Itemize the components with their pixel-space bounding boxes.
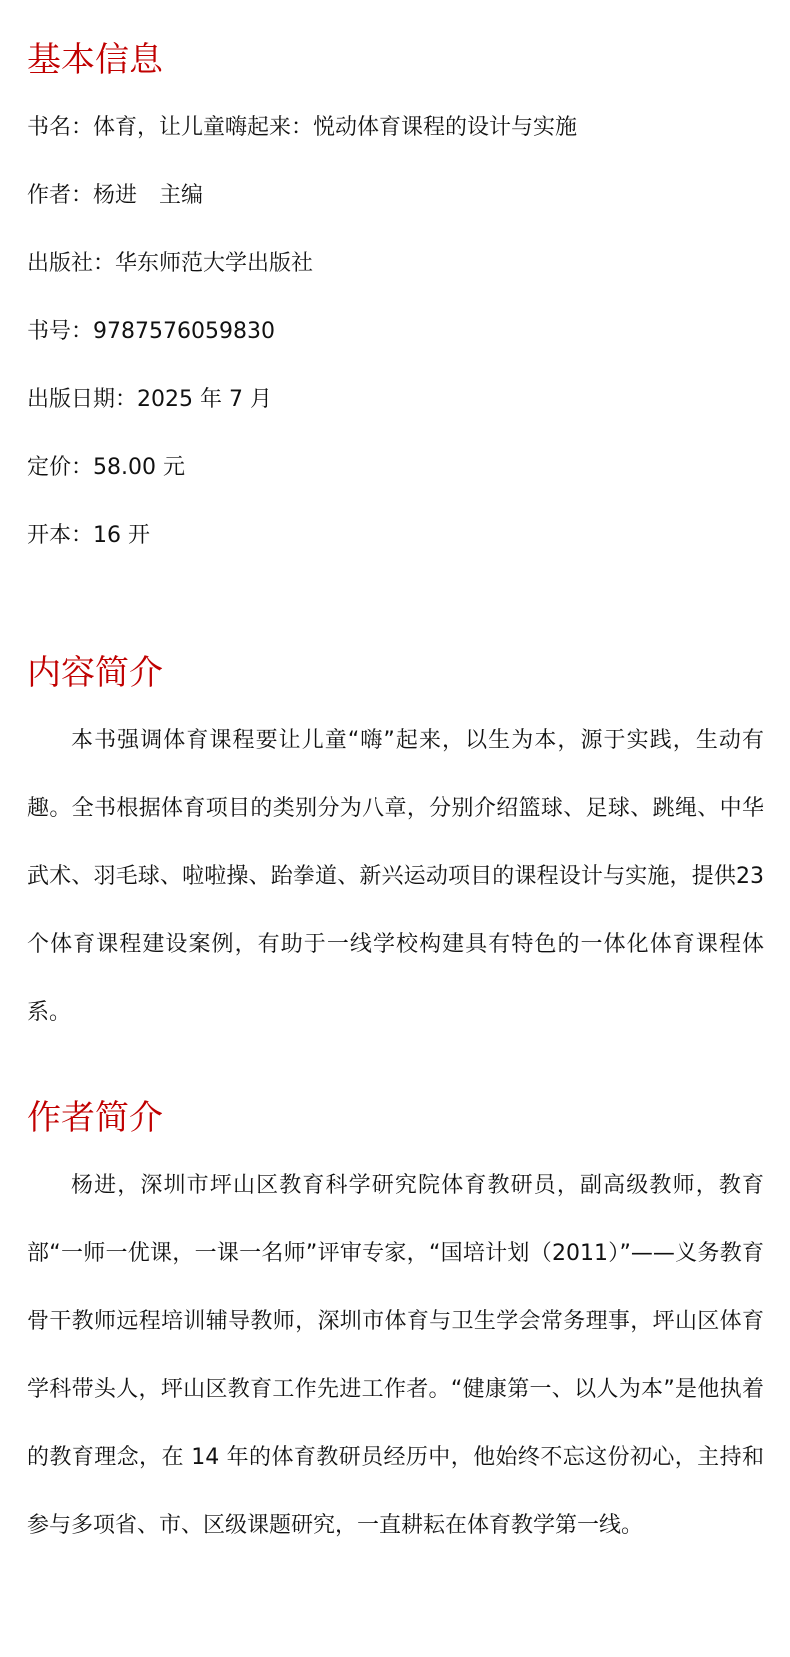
info-isbn: 书号：9787576059830 <box>27 319 275 344</box>
info-publisher: 出版社：华东师范大学出版社 <box>27 251 314 276</box>
section-title-summary: 内容简介 <box>27 653 163 693</box>
info-price: 定价：58.00 元 <box>27 455 185 480</box>
basic-info-list <box>27 113 577 589</box>
info-format: 开本：16 开 <box>27 523 150 548</box>
info-publish-date: 出版日期：2025 年 7 月 <box>27 387 272 412</box>
summary-paragraph: 本书强调体育课程要让儿童“嗨”起来，以生为本，源于实践，生动有趣。全书根据体育项目的类别分为八章，分别介绍篮球、足球、跳绳、中华武术、羽毛球、啦啦操、跆拳道、新兴运动项目的课程设计与实施，提供23个体育课程建设案例，有助于一线学校构建具有特色的一体化体育课程体系。 <box>27 728 764 1025</box>
section-title-author: 作者简介 <box>27 1098 163 1138</box>
section-title-basic-info: 基本信息 <box>27 40 163 80</box>
info-author: 作者：杨进 主编 <box>27 183 204 208</box>
author-paragraph: 杨进，深圳市坪山区教育科学研究院体育教研员，副高级教师，教育部“一师一优课，一课一名师”评审专家，“国培计划（2011）”——义务教育骨干教师远程培训辅导教师，深圳市体育与卫生学会常务理事，坪山区体育学科带头人，坪山区教育工作先进工作者。“健康第一、以人为本”是他执着的教育理念，在 14 年的体育教研员经历中，他始终不忘这份初心，主持和参与多项省、市、区级课题研究，一直耕耘在体育教学第一线。 <box>27 1173 764 1538</box>
info-book-title: 书名：体育，让儿童嗨起来：悦动体育课程的设计与实施 <box>27 115 578 140</box>
